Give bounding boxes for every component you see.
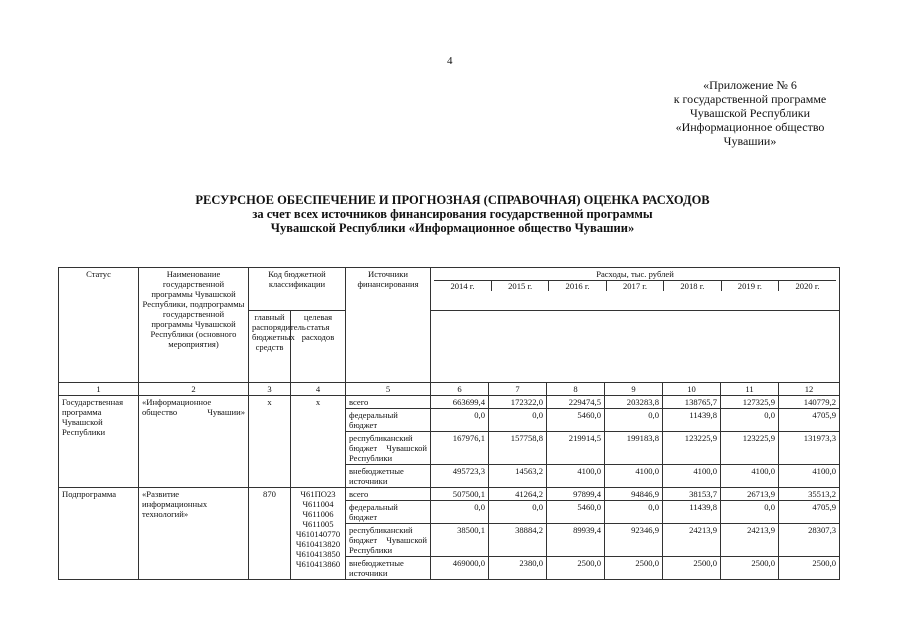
row-value: 24213,9 xyxy=(721,524,779,557)
row-value: 38500,1 xyxy=(431,524,489,557)
row-value: 4705,9 xyxy=(779,501,840,524)
row-value: 123225,9 xyxy=(663,432,721,465)
row-value: 4100,0 xyxy=(663,465,721,488)
year-header-cell: 2014 г. xyxy=(434,281,491,292)
row-value: 92346,9 xyxy=(605,524,663,557)
header-years-spacer xyxy=(431,311,840,383)
document-title xyxy=(80,193,825,235)
budget-table xyxy=(58,267,840,580)
table-row xyxy=(59,396,840,409)
row-value: 24213,9 xyxy=(663,524,721,557)
row-value: 2500,0 xyxy=(721,557,779,580)
row-value: 4100,0 xyxy=(605,465,663,488)
col-number: 2 xyxy=(139,383,249,396)
row-value: 5460,0 xyxy=(547,501,605,524)
row-value: 172322,0 xyxy=(489,396,547,409)
header-sources: Источники финансирования xyxy=(346,268,431,383)
row-value: 4100,0 xyxy=(547,465,605,488)
row-code-main: 870 xyxy=(249,488,291,580)
row-code-target: Ч61ПО23 Ч611004 Ч611006 Ч611005 Ч610140770 Ч610413820 Ч610413850 Ч610413860 xyxy=(291,488,346,580)
header-status: Статус xyxy=(59,268,139,383)
budget-table-body xyxy=(59,268,840,580)
row-value: 41264,2 xyxy=(489,488,547,501)
row-value: 2500,0 xyxy=(605,557,663,580)
header-code: Код бюджетной классификации xyxy=(249,268,346,311)
year-header xyxy=(434,280,836,291)
row-value: 167976,1 xyxy=(431,432,489,465)
appendix-line: Чувашской Республики xyxy=(689,106,811,120)
row-value: 507500,1 xyxy=(431,488,489,501)
year-header-cell: 2016 г. xyxy=(549,281,606,292)
col-number: 11 xyxy=(721,383,779,396)
row-value: 4100,0 xyxy=(779,465,840,488)
row-value: 138765,7 xyxy=(663,396,721,409)
year-header-cell: 2017 г. xyxy=(606,281,663,292)
row-source: республиканский бюджет Чувашской Республики xyxy=(346,524,431,557)
row-value: 2500,0 xyxy=(663,557,721,580)
header-name: Наименование государственной программы Чувашской Республики, подпрограммы государственной программы Чувашской Республики (основного мероприятия) xyxy=(139,268,249,383)
row-value: 229474,5 xyxy=(547,396,605,409)
col-number: 7 xyxy=(489,383,547,396)
row-value: 28307,3 xyxy=(779,524,840,557)
col-number: 8 xyxy=(547,383,605,396)
row-source: внебюджетные источники xyxy=(346,465,431,488)
row-value: 94846,9 xyxy=(605,488,663,501)
row-value: 38884,2 xyxy=(489,524,547,557)
row-value: 0,0 xyxy=(489,501,547,524)
appendix-line: Чувашии» xyxy=(723,134,777,148)
row-value: 4100,0 xyxy=(721,465,779,488)
header-code-target: целевая статья расходов xyxy=(291,311,346,383)
col-number: 3 xyxy=(249,383,291,396)
row-name: «Развитие информационных технологий» xyxy=(139,488,249,580)
col-number: 10 xyxy=(663,383,721,396)
title-line: РЕСУРСНОЕ ОБЕСПЕЧЕНИЕ И ПРОГНОЗНАЯ (СПРАВОЧНАЯ) ОЦЕНКА РАСХОДОВ xyxy=(195,193,710,207)
row-value: 26713,9 xyxy=(721,488,779,501)
row-source: федеральный бюджет xyxy=(346,501,431,524)
col-number: 1 xyxy=(59,383,139,396)
row-value: 469000,0 xyxy=(431,557,489,580)
row-value: 0,0 xyxy=(605,409,663,432)
row-source: республиканский бюджет Чувашской Республики xyxy=(346,432,431,465)
year-header-cell: 2015 г. xyxy=(491,281,548,292)
row-value: 495723,3 xyxy=(431,465,489,488)
table-row xyxy=(59,488,840,501)
page-number: 4 xyxy=(447,55,453,67)
appendix-line: «Приложение № 6 xyxy=(703,78,797,92)
row-value: 203283,8 xyxy=(605,396,663,409)
row-value: 97899,4 xyxy=(547,488,605,501)
row-value: 0,0 xyxy=(489,409,547,432)
row-value: 11439,8 xyxy=(663,501,721,524)
row-value: 219914,5 xyxy=(547,432,605,465)
header-code-main: главный распорядитель бюджетных средств xyxy=(249,311,291,383)
row-value: 0,0 xyxy=(431,409,489,432)
row-value: 140779,2 xyxy=(779,396,840,409)
year-header-cell: 2020 г. xyxy=(779,281,836,292)
row-value: 89939,4 xyxy=(547,524,605,557)
row-value: 2500,0 xyxy=(779,557,840,580)
row-code-target: x xyxy=(291,396,346,488)
year-header-cell: 2018 г. xyxy=(664,281,721,292)
col-number: 6 xyxy=(431,383,489,396)
year-header-cell: 2019 г. xyxy=(721,281,778,292)
row-value: 2380,0 xyxy=(489,557,547,580)
row-name: «Информационное общество Чувашии» xyxy=(139,396,249,488)
row-value: 131973,3 xyxy=(779,432,840,465)
col-number: 4 xyxy=(291,383,346,396)
row-value: 127325,9 xyxy=(721,396,779,409)
row-source: всего xyxy=(346,396,431,409)
row-value: 663699,4 xyxy=(431,396,489,409)
row-status: Государственная программа Чувашской Республики xyxy=(59,396,139,488)
row-value: 0,0 xyxy=(721,409,779,432)
header-row xyxy=(59,268,840,311)
row-value: 0,0 xyxy=(431,501,489,524)
col-number: 9 xyxy=(605,383,663,396)
row-status: Подпрограмма xyxy=(59,488,139,580)
row-value: 38153,7 xyxy=(663,488,721,501)
column-number-row xyxy=(59,383,840,396)
header-expenses xyxy=(431,268,840,311)
row-code-main: x xyxy=(249,396,291,488)
row-value: 157758,8 xyxy=(489,432,547,465)
row-source: внебюджетные источники xyxy=(346,557,431,580)
row-value: 14563,2 xyxy=(489,465,547,488)
header-expenses-label: Расходы, тыс. рублей xyxy=(596,269,674,279)
col-number: 5 xyxy=(346,383,431,396)
appendix-note xyxy=(640,78,860,148)
row-value: 11439,8 xyxy=(663,409,721,432)
row-value: 199183,8 xyxy=(605,432,663,465)
row-value: 0,0 xyxy=(605,501,663,524)
title-line: за счет всех источников финансирования государственной программы xyxy=(252,207,653,221)
row-source: федеральный бюджет xyxy=(346,409,431,432)
row-value: 123225,9 xyxy=(721,432,779,465)
row-value: 2500,0 xyxy=(547,557,605,580)
title-line: Чувашской Республики «Информационное общество Чувашии» xyxy=(270,221,635,235)
appendix-line: к государственной программе xyxy=(673,92,827,106)
row-source: всего xyxy=(346,488,431,501)
row-value: 35513,2 xyxy=(779,488,840,501)
col-number: 12 xyxy=(779,383,840,396)
appendix-line: «Информационное общество xyxy=(675,120,825,134)
row-value: 5460,0 xyxy=(547,409,605,432)
row-value: 0,0 xyxy=(721,501,779,524)
row-value: 4705,9 xyxy=(779,409,840,432)
